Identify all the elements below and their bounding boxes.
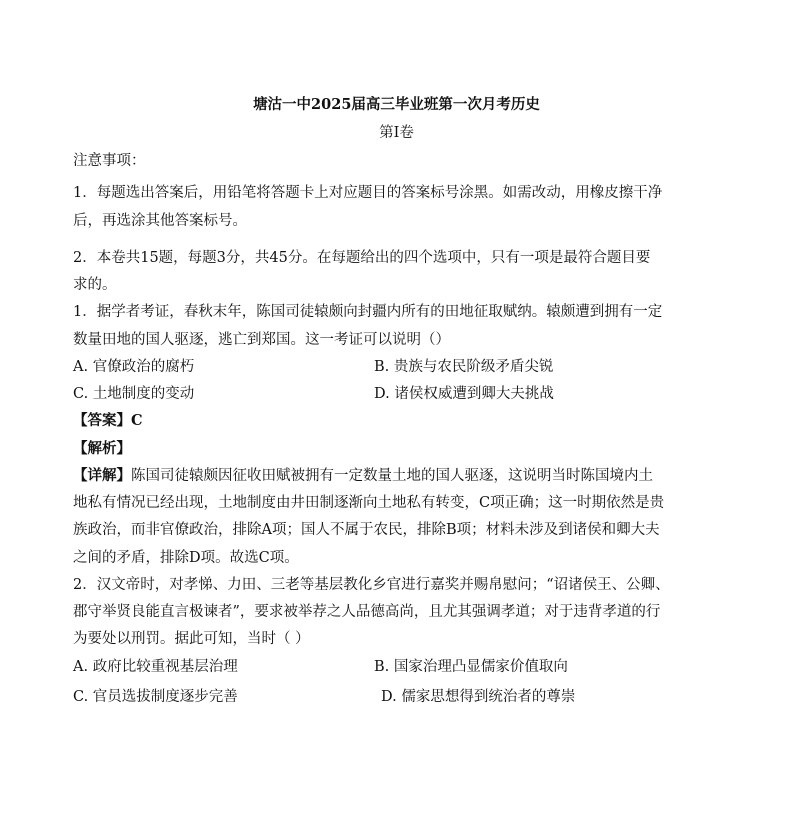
detail-text: 陈国司徒辕颇因征收田赋被拥有一定数量土地的国人驱逐，这说明当时陈国境内土: [131, 468, 653, 484]
detail-tag: 【详解】: [73, 467, 131, 484]
q1-option-c: C. 土地制度的变动: [73, 386, 195, 402]
document-subtitle: 第Ⅰ卷: [379, 125, 414, 141]
answer-tag: 【答案】: [73, 412, 131, 429]
q2-option-d: D. 儒家思想得到统治者的尊崇: [381, 689, 576, 705]
notice-item-2-line-2: 求的。: [73, 277, 117, 293]
notice-item-1-line-1: 1．每题选出答案后，用铅笔将答题卡上对应题目的答案标号涂黑。如需改动，用橡皮擦干净: [73, 185, 663, 201]
q1-detail-line-4: 之间的矛盾，排除D项。故选C项。: [73, 550, 299, 566]
q2-option-a: A. 政府比较重视基层治理: [73, 659, 238, 675]
q1-detail-line-3: 族政治，而非官僚政治，排除A项；国人不属于农民，排除B项；材料未涉及到诸侯和卿大夫: [73, 522, 660, 538]
q1-option-a: A. 官僚政治的腐朽: [73, 359, 195, 375]
notice-heading: 注意事项：: [73, 153, 146, 169]
q1-stem-line-1: 1．据学者考证，春秋末年，陈国司徒辕颇向封疆内所有的田地征取赋纳。辕颇遭到拥有一定: [73, 304, 663, 320]
answer-value: C: [131, 412, 143, 429]
q1-detail-line-2: 地私有情况已经出现，土地制度由井田制逐渐向土地私有转变，C项正确；这一时期依然是贵: [73, 495, 665, 511]
q1-answer: [73, 412, 143, 430]
q2-stem-line-3: 为要处以刑罚。据此可知，当时（ ）: [73, 631, 310, 647]
q2-stem-line-2: 郡守举贤良能直言极谏者”，要求被举荐之人品德高尚，且尤其强调孝道；对于违背孝道的行: [73, 604, 661, 620]
q2-option-c: C. 官员选拔制度逐步完善: [73, 689, 238, 705]
document-title: 塘沽一中2025届高三毕业班第一次月考历史: [253, 96, 540, 113]
q1-option-b: B. 贵族与农民阶级矛盾尖锐: [374, 359, 554, 375]
q2-option-b: B. 国家治理凸显儒家价值取向: [374, 659, 568, 675]
analysis-tag: 【解析】: [73, 440, 131, 457]
q2-stem-line-1: 2．汉文帝时，对孝悌、力田、三老等基层教化乡官进行嘉奖并赐帛慰问；“诏诸侯王、公卿、: [73, 577, 670, 593]
notice-item-2-line-1: 2．本卷共15题，每题3分，共45分。在每题给出的四个选项中，只有一项是最符合题目要: [73, 250, 651, 266]
q1-option-d: D. 诸侯权威遭到卿大夫挑战: [374, 386, 554, 402]
q1-detail-line-1: [73, 467, 653, 485]
notice-item-1-line-2: 后，再选涂其他答案标号。: [73, 213, 247, 229]
q1-stem-line-2: 数量田地的国人驱逐，逃亡到郑国。这一考证可以说明（）: [73, 332, 450, 348]
